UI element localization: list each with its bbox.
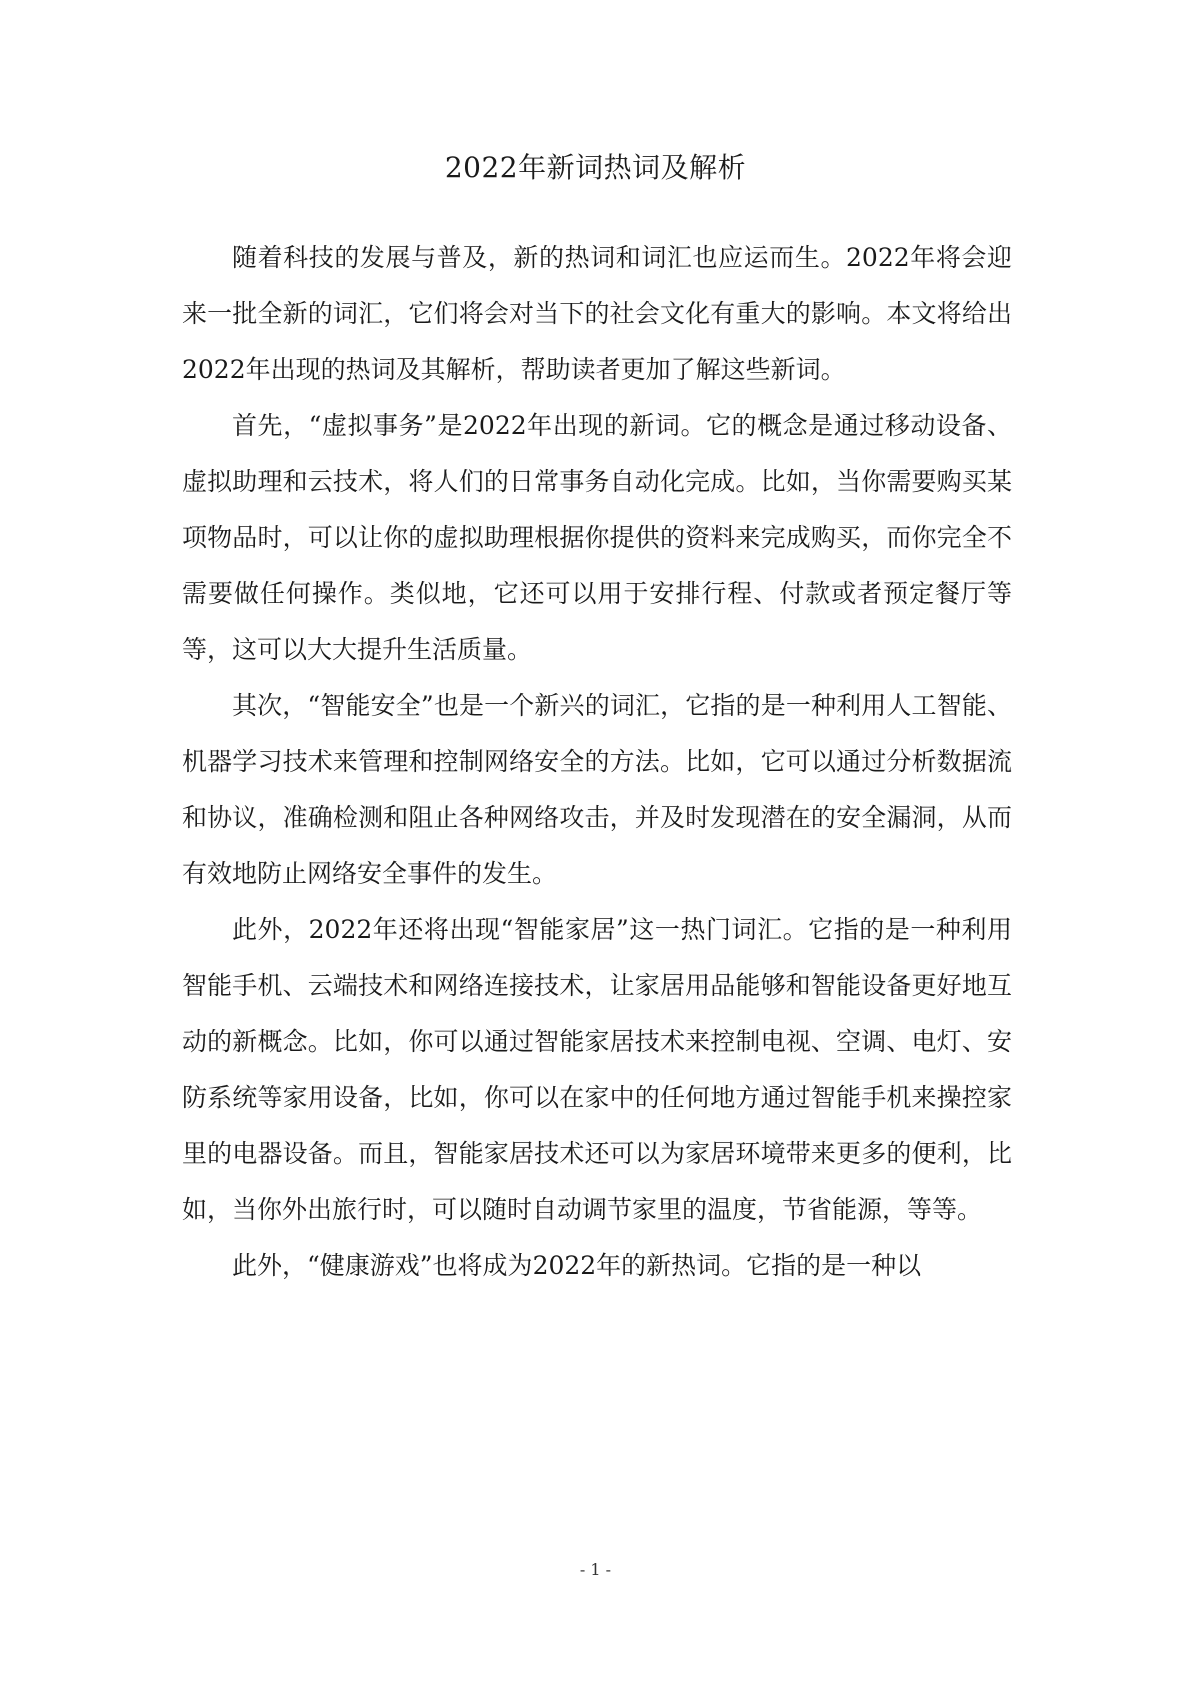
page-number: - 1 - [579,1560,612,1579]
document-body [182,230,1012,1294]
paragraph-healthy-games: 此外，“健康游戏”也将成为2022年的新热词。它指的是一种以 [232,1251,922,1280]
paragraph-smart-home: 此外，2022年还将出现“智能家居”这一热门词汇。它指的是一种利用智能手机、云端技术和网络连接技术，让家居用品能够和智能设备更好地互动的新概念。比如，你可以通过智能家居技术来控制电视、空调、电灯、安防系统等家用设备，比如，你可以在家中的任何地方通过智能手机来操控家里的电器设备。而且，智能家居技术还可以为家居环境带来更多的便利，比如，当你外出旅行时，可以随时自动调节家里的温度，节省能源，等等。 [182,915,1012,1224]
paragraph-intro: 随着科技的发展与普及，新的热词和词汇也应运而生。2022年将会迎来一批全新的词汇，它们将会对当下的社会文化有重大的影响。本文将给出2022年出现的热词及其解析，帮助读者更加了解这些新词。 [182,243,1012,384]
document-title: 2022年新词热词及解析 [444,151,747,184]
paragraph-virtual-affairs: 首先，“虚拟事务”是2022年出现的新词。它的概念是通过移动设备、虚拟助理和云技术，将人们的日常事务自动化完成。比如，当你需要购买某项物品时，可以让你的虚拟助理根据你提供的资料来完成购买，而你完全不需要做任何操作。类似地，它还可以用于安排行程、付款或者预定餐厅等等，这可以大大提升生活质量。 [182,411,1012,664]
paragraph-smart-security: 其次，“智能安全”也是一个新兴的词汇，它指的是一种利用人工智能、机器学习技术来管理和控制网络安全的方法。比如，它可以通过分析数据流和协议，准确检测和阻止各种网络攻击，并及时发现潜在的安全漏洞，从而有效地防止网络安全事件的发生。 [182,691,1012,888]
